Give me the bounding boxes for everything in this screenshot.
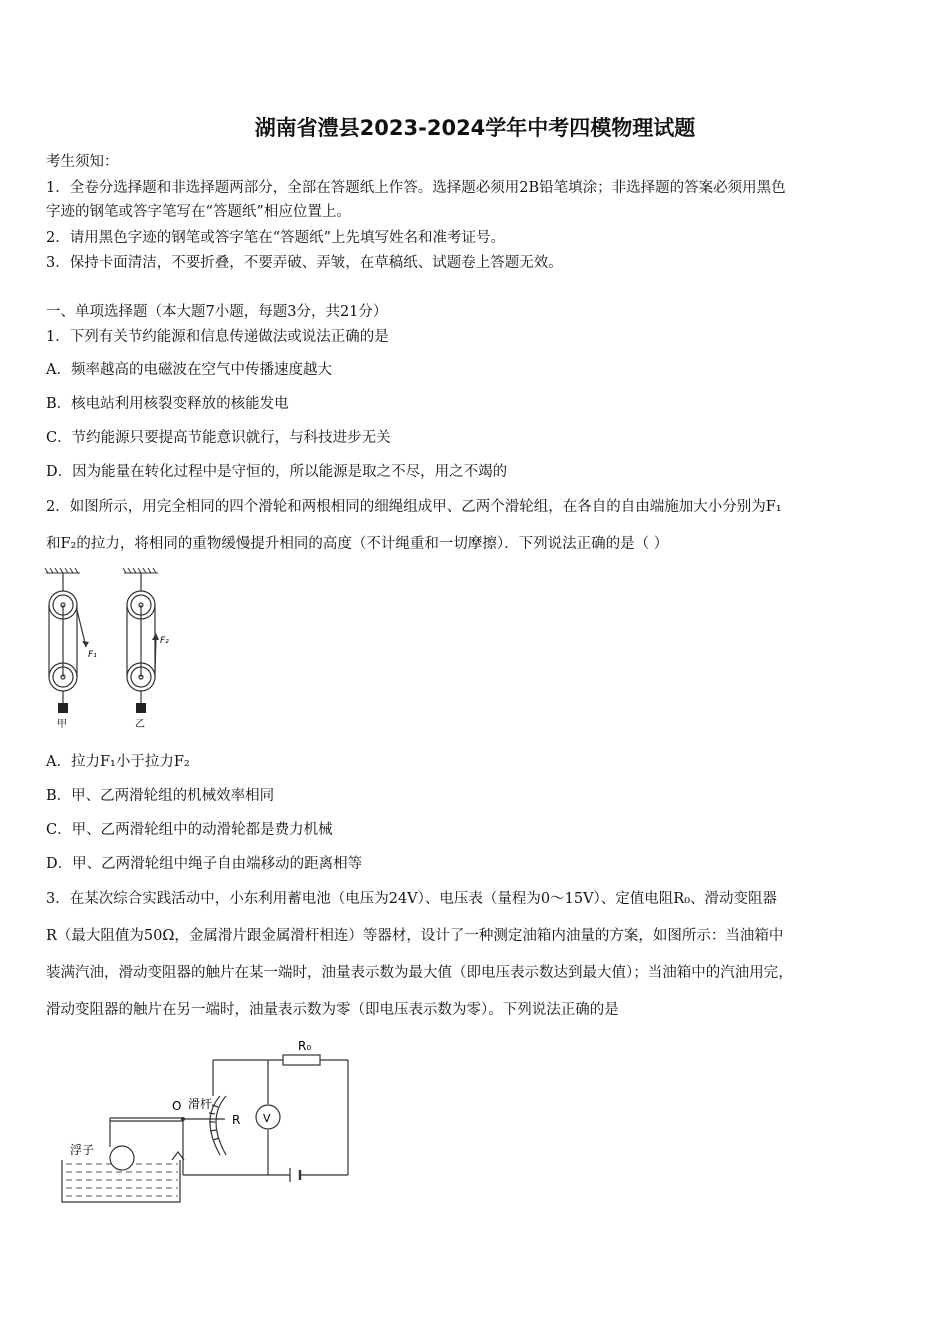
label-jia: 甲 [57, 719, 67, 730]
r-label: R [232, 1113, 241, 1127]
label-yi: 乙 [135, 719, 145, 730]
option-d: D．甲、乙两滑轮组中绳子自由端移动的距离相等 [46, 856, 363, 872]
option-b: B．核电站利用核裂变释放的核能发电 [46, 396, 289, 412]
question-stem: 装满汽油，滑动变阻器的触片在某一端时，油量表示数为最大值（即电压表示数达到最大值）；当油箱中的汽油用完， [46, 965, 793, 981]
question-stem: 1．下列有关节约能源和信息传递做法或说法正确的是 [46, 329, 389, 345]
question-stem: 滑动变阻器的触片在另一端时，油量表示数为零（即电压表示数为零）。下列说法正确的是 [46, 1002, 619, 1018]
option-a: A．拉力F₁小于拉力F₂ [46, 754, 190, 770]
circuit-figure [50, 1030, 370, 1210]
option-c: C．节约能源只要提高节能意识就行，与科技进步无关 [46, 430, 391, 446]
option-c: C．甲、乙两滑轮组中的动滑轮都是费力机械 [46, 822, 333, 838]
option-a: A．频率越高的电磁波在空气中传播速度越大 [46, 362, 332, 378]
r0-label: R₀ [298, 1039, 312, 1053]
question-stem: R（最大阻值为50Ω，金属滑片跟金属滑杆相连）等器材，设计了一种测定油箱内油量的方案，如图所示：当油箱中 [46, 928, 784, 944]
f1-label: F₁ [88, 650, 97, 660]
section-heading: 一、单项选择题（本大题7小题，每题3分，共21分） [46, 304, 388, 320]
question-stem: 2．如图所示，用完全相同的四个滑轮和两根相同的细绳组成甲、乙两个滑轮组，在各自的自由端施加大小分别为F₁ [46, 499, 782, 515]
pulley-figure [38, 565, 188, 735]
float-label: 浮子 [70, 1143, 95, 1157]
notice-item: 3．保持卡面清洁，不要折叠，不要弄破、弄皱，在草稿纸、试题卷上答题无效。 [46, 255, 563, 271]
notice-item: 1．全卷分选择题和非选择题两部分，全部在答题纸上作答。选择题必须用2B铅笔填涂；非选择题的答案必须用黑色 [46, 180, 786, 196]
option-d: D．因为能量在转化过程中是守恒的，所以能源是取之不尽，用之不竭的 [46, 464, 508, 480]
question-stem: 3．在某次综合实践活动中，小东利用蓄电池（电压为24V）、电压表（量程为0～15V）、定值电阻R₀、滑动变阻器 [46, 891, 778, 907]
page-title: 湖南省澧县2023-2024学年中考四模物理试题 [254, 116, 696, 140]
f2-label: F₂ [160, 636, 169, 646]
voltmeter-label: V [263, 1112, 271, 1125]
pivot-label: O [172, 1099, 182, 1113]
notice-item: 字迹的钢笔或答字笔写在“答题纸”相应位置上。 [46, 204, 351, 220]
option-b: B．甲、乙两滑轮组的机械效率相同 [46, 788, 275, 804]
notice-heading: 考生须知： [46, 154, 119, 170]
rod-label: 滑杆 [188, 1097, 213, 1111]
notice-item: 2．请用黑色字迹的钢笔或答字笔在“答题纸”上先填写姓名和准考证号。 [46, 230, 506, 246]
question-stem: 和F₂的拉力，将相同的重物缓慢提升相同的高度（不计绳重和一切摩擦）．下列说法正确的是（ ） [46, 536, 669, 552]
